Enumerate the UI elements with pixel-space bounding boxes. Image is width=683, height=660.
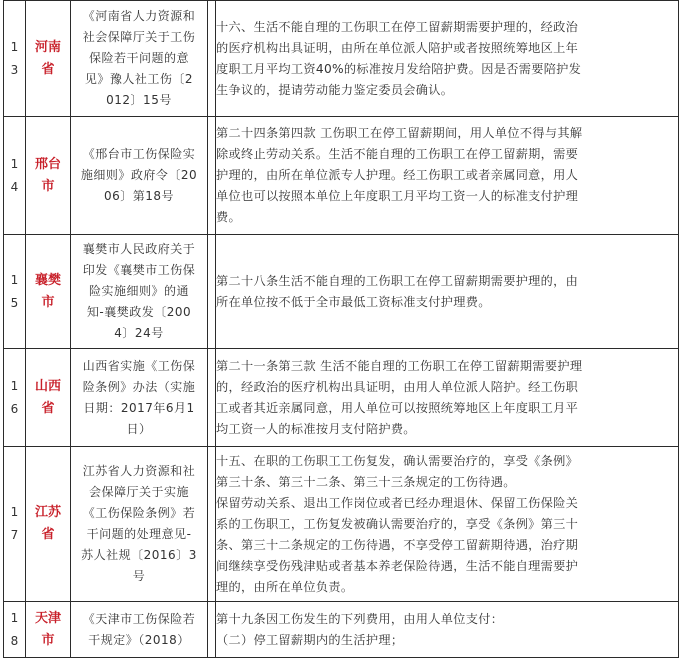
province-name xyxy=(26,447,71,602)
number-digit: 8 xyxy=(10,633,19,648)
spacer-cell xyxy=(208,1,216,117)
document-title xyxy=(71,602,208,658)
number-digit: 4 xyxy=(10,179,19,194)
document-title xyxy=(71,235,208,349)
content-line: 度职工月平均工资40%的标准按月发给陪护费。因是否需要陪护发 xyxy=(216,61,582,76)
document-line: 见》豫人社工伤〔2 xyxy=(84,72,194,86)
province-line: 市 xyxy=(41,294,55,310)
document-line: 号 xyxy=(132,569,146,583)
province-line: 市 xyxy=(41,632,55,648)
table-row xyxy=(4,117,679,235)
row-number xyxy=(4,117,26,235)
content-line: 单位也可以按照本单位上年度职工月平均工资一人的标准支付护理 xyxy=(216,189,579,203)
content-line: （二）停工留薪期内的生活护理； xyxy=(216,632,404,647)
province-line: 天津 xyxy=(34,610,61,626)
number-digit: 1 xyxy=(10,505,19,519)
row-number xyxy=(4,1,26,117)
content-line: 系的工伤职工，工伤复发被确认需要治疗的，享受《条例》第三十 xyxy=(216,516,579,531)
document-line: 印发《襄樊市工伤保 xyxy=(82,263,196,277)
document-line: 会保障厅关于实施 xyxy=(88,485,189,499)
province-line: 省 xyxy=(41,400,55,416)
number-digit: 1 xyxy=(10,378,19,393)
table-row xyxy=(4,235,679,349)
row-number xyxy=(4,447,26,602)
province-name xyxy=(26,1,71,117)
content-line: 条、第三十二条规定的工伤待遇，不享受停工留薪期待遇，治疗期 xyxy=(216,537,579,552)
document-line: 《邢台市工伤保险实 xyxy=(82,147,196,161)
content-line: 第十九条因工伤发生的下列费用，由用人单位支付： xyxy=(216,611,504,626)
province-name xyxy=(26,602,71,658)
content-line: 费。 xyxy=(216,210,241,224)
content-line: 十五、在职的工伤职工工伤复发，确认需要治疗的，享受《条例》 xyxy=(216,453,579,468)
province-line: 市 xyxy=(41,178,55,194)
table-row xyxy=(4,602,679,658)
document-title xyxy=(71,1,208,117)
content-line: 工或者其近亲属同意，用人单位可以按照统筹地区上年度职工月平 xyxy=(216,400,579,415)
document-line: 干问题的处理意见- xyxy=(86,527,192,541)
policy-content xyxy=(216,602,679,658)
spacer-cell xyxy=(208,447,216,602)
number-digit: 1 xyxy=(10,39,19,54)
province-line: 邢台 xyxy=(34,156,61,172)
document-line: 《河南省人力资源和 xyxy=(82,9,196,23)
number-digit: 3 xyxy=(10,62,19,77)
document-line: 4〕24号 xyxy=(114,326,164,340)
number-digit: 5 xyxy=(10,295,19,310)
document-line: 知-襄樊政发〔200 xyxy=(86,305,192,319)
policy-content xyxy=(216,447,679,602)
spacer-cell xyxy=(208,602,216,658)
table-row xyxy=(4,447,679,602)
content-line: 十六、生活不能自理的工伤职工在停工留薪期需要护理的，经政治 xyxy=(216,19,579,34)
row-number xyxy=(4,349,26,447)
province-line: 江苏 xyxy=(34,505,61,520)
number-digit: 1 xyxy=(10,156,19,171)
policy-content xyxy=(216,117,679,235)
content-line: 的医疗机构出具证明，由所在单位派人陪护或者按照统筹地区上年 xyxy=(216,40,579,55)
number-digit: 1 xyxy=(10,610,19,625)
content-line: 间继续享受伤残津贴或者基本养老保险待遇，生活不能自理需要护 xyxy=(216,558,579,573)
content-line: 的，经政治的医疗机构出具证明，由用人单位派人陪护。经工伤职 xyxy=(216,379,579,394)
province-line: 省 xyxy=(41,527,55,542)
document-line: 012〕15号 xyxy=(106,93,172,107)
content-line: 护理的，由所在单位派专人护理。经工伤职工或者亲属同意，用人 xyxy=(216,168,579,182)
content-line: 保留劳动关系、退出工作岗位或者已经办理退休、保留工伤保险关 xyxy=(216,495,579,510)
document-line: 险条例》办法（实施 xyxy=(82,379,196,394)
document-line: 保险若干问题的意 xyxy=(88,51,189,65)
content-line: 均工资一人的标准按月支付陪护费。 xyxy=(216,421,416,436)
spacer-cell xyxy=(208,117,216,235)
row-number xyxy=(4,602,26,658)
content-line: 理的，由所在单位负责。 xyxy=(216,579,354,594)
policy-content xyxy=(216,1,679,117)
content-line: 生争议的，提请劳动能力鉴定委员会确认。 xyxy=(216,82,454,97)
document-line: 险实施细则》的通 xyxy=(88,284,189,298)
document-line: 苏人社规〔2016〕3 xyxy=(81,548,197,562)
province-line: 河南 xyxy=(34,39,61,55)
table-row xyxy=(4,349,679,447)
document-line: 日期：2017年6月1 xyxy=(83,400,195,415)
document-line: 江苏省人力资源和社 xyxy=(82,464,196,478)
document-line: 社会保障厅关于工伤 xyxy=(82,30,196,44)
province-name xyxy=(26,117,71,235)
province-name xyxy=(26,235,71,349)
number-digit: 6 xyxy=(10,401,19,416)
content-line: 第二十八条生活不能自理的工伤职工在停工留薪期需要护理的，由 xyxy=(216,273,579,288)
spacer-cell xyxy=(208,349,216,447)
number-digit: 7 xyxy=(10,528,19,542)
policy-table xyxy=(3,0,679,658)
content-line: 除或终止劳动关系。生活不能自理的工伤职工在停工留薪期，需要 xyxy=(216,147,579,161)
row-number xyxy=(4,235,26,349)
policy-content xyxy=(216,235,679,349)
content-line: 所在单位按不低于全市最低工资标准支付护理费。 xyxy=(216,294,491,309)
document-title xyxy=(71,447,208,602)
document-line: 《天津市工伤保险若 xyxy=(82,611,196,626)
policy-content xyxy=(216,349,679,447)
number-digit: 1 xyxy=(10,272,19,287)
document-title xyxy=(71,349,208,447)
spacer-cell xyxy=(208,235,216,349)
document-line: 干规定》（2018） xyxy=(88,632,190,647)
document-title xyxy=(71,117,208,235)
document-line: 襄樊市人民政府关于 xyxy=(82,242,196,256)
content-line: 第二十一条第三款 生活不能自理的工伤职工在停工留薪期需要护理 xyxy=(216,358,583,373)
province-line: 襄樊 xyxy=(34,272,61,288)
document-line: 《工伤保险条例》若 xyxy=(82,506,196,520)
province-line: 省 xyxy=(41,61,55,77)
province-name xyxy=(26,349,71,447)
document-line: 日） xyxy=(126,421,152,436)
table-row xyxy=(4,1,679,117)
province-line: 山西 xyxy=(34,378,61,394)
document-line: 山西省实施《工伤保 xyxy=(82,358,196,373)
content-line: 第二十四条第四款 工伤职工在停工留薪期间，用人单位不得与其解 xyxy=(216,126,583,140)
content-line: 第三十条、第三十二条、第三十三条规定的工伤待遇。 xyxy=(216,474,516,489)
document-line: 施细则》政府令〔20 xyxy=(80,168,198,182)
document-line: 06〕第18号 xyxy=(103,189,175,203)
